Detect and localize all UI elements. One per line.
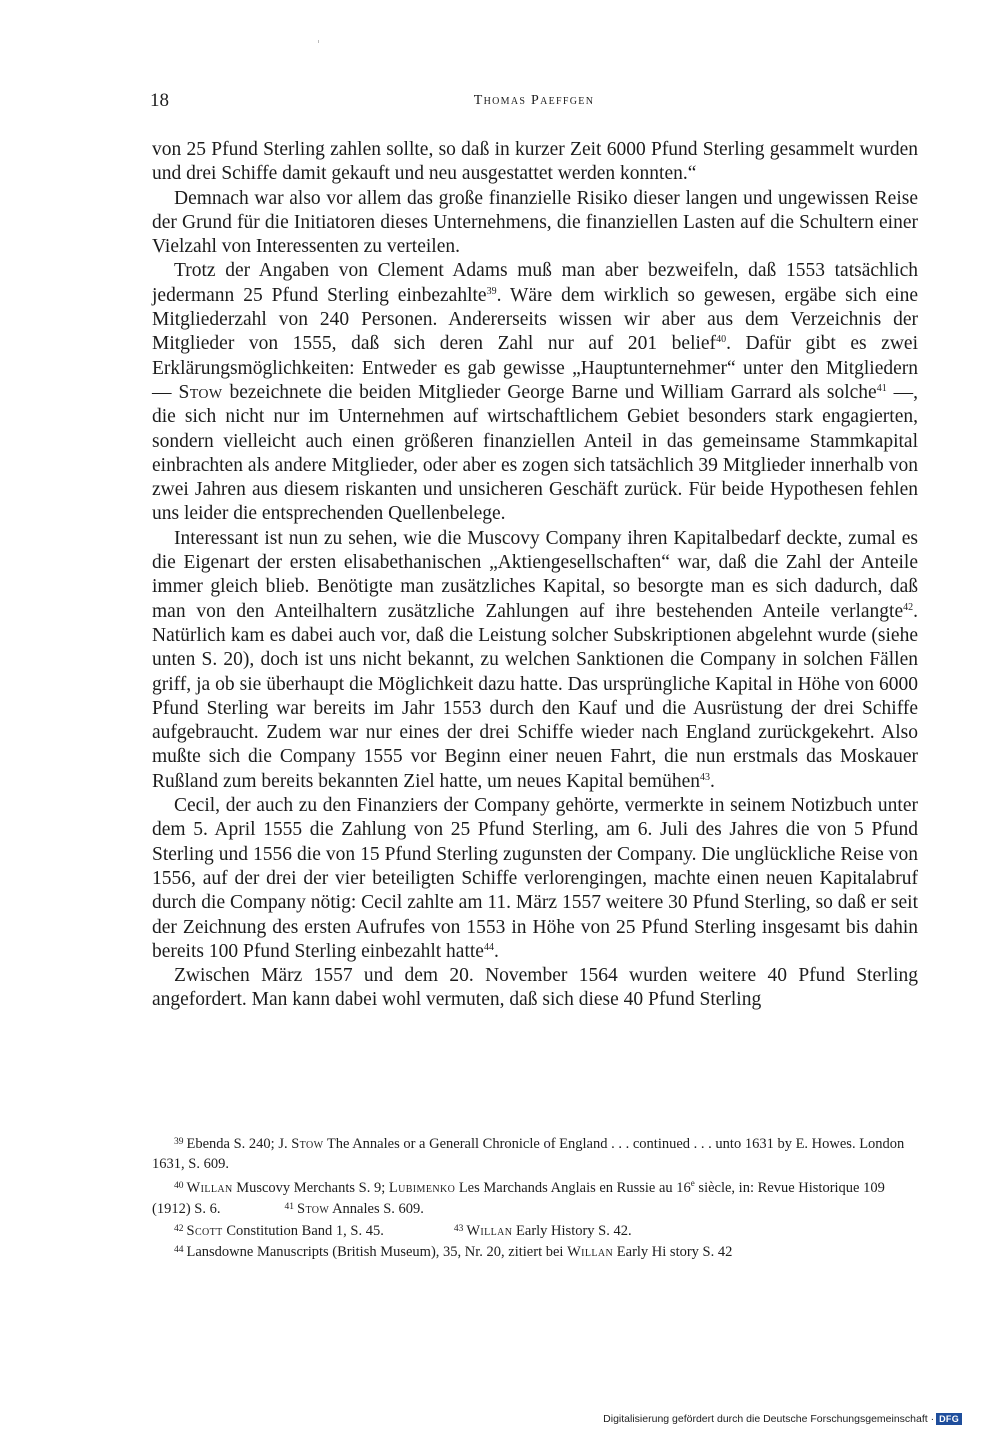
footnotes — [152, 1133, 918, 1263]
page-number: 18 — [150, 90, 169, 111]
paragraph-4: Interessant ist nun zu sehen, wie die Muscovy Company ihren Kapitalbedarf deckte, zumal es die Eigenart der ersten elisabethanischen „Aktiengesellschaften“ war, daß die Zahl der Anteile immer gleich blieb. Benötigte man zusätzliches Kapital, so besorgte man es sich dadurch, daß man von den Anteilhaltern zusätzliche Zahlungen auf ihre bestehenden Anteile verlangte$^{42}$. Natürlich kam es dabei auch vor, daß die Leistung solcher Subskriptionen abgelehnt wurde (siehe unten S. 20), doch ist uns nicht bekannt, zu welchen Sanktionen die Company in solchen Fällen griff, ja ob sie überhaupt die Möglichkeit dazu hatte. Das ursprüngliche Kapital in Höhe von 6000 Pfund Sterling war bereits im Jahr 1553 durch den Kauf und die Ausrüstung der drei Schiffe aufgebraucht. Zudem war nur eines der drei Schiffe wieder nach England zurückgekehrt. Also mußte sich die Company 1555 vor Beginn einer neuen Fahrt, die nun erstmals das Moskauer Rußland zum bereits bekannten Ziel hatte, um neues Kapital bemühen$^{43}$. — [152, 527, 918, 792]
footnote-39: $^{39}$ Ebenda S. 240; J. Stow The Annales or a Generall Chronicle of England . . . continued . . . unto 1631 by E. Howes. London 1631, S. 609. — [152, 1136, 905, 1172]
footnote-ref-39[interactable]: 39 — [486, 285, 497, 297]
running-head: Thomas Paeffgen — [473, 93, 595, 108]
digitization-credit — [603, 1412, 962, 1426]
footnote-44: $^{44}$ Lansdowne Manuscripts (British Museum), 35, Nr. 20, zitiert bei Willan Early Hi story S. 42 — [174, 1244, 733, 1261]
author-name: Stow — [178, 381, 223, 403]
footnote-ref-44[interactable]: 44 — [483, 941, 494, 953]
scan-mark — [318, 40, 319, 43]
body-text — [152, 138, 918, 1013]
footnote-ref-40[interactable]: 40 — [716, 334, 727, 346]
footnote-ref-42[interactable]: 42 — [903, 601, 914, 613]
dfg-logo-icon: DFG — [936, 1413, 962, 1425]
paragraph-1: von 25 Pfund Sterling zahlen sollte, so daß in kurzer Zeit 6000 Pfund Sterling gesammelt wurden und drei Schiffe damit gekauft und neu ausgestattet werden konnten.“ — [152, 139, 918, 185]
paragraph-5: Cecil, der auch zu den Finanziers der Company gehörte, vermerkte in seinem Notizbuch unter dem 5. April 1555 die Zahlung von 25 Pfund Sterling, am 6. Juli des Jahres die von 5 Pfund Sterling und 1556 die von 15 Pfund Sterling zugunsten der Company. Die unglückliche Reise von 1556, auf der drei der vier beteiligten Schiffe verlorengingen, machte einen neuen Kapitalabruf durch die Company nötig: Cecil zahlte am 11. März 1557 weitere 30 Pfund Sterling, so daß er seit der Zeichnung des ersten Aufrufes von 1553 in Höhe von 25 Pfund Sterling insgesamt bis dahin bereits 100 Pfund Sterling einbezahlt hatte$^{44}$. — [152, 795, 918, 962]
paragraph-6: Zwischen März 1557 und dem 20. November 1564 wurden weitere 40 Pfund Sterling angefordert. Man kann dabei wohl vermuten, daß sich diese 40 Pfund Sterling — [152, 965, 918, 1011]
footnote-42-43: $^{42}$ Scott Constitution Band 1, S. 45. $^{43}$ Willan Early History S. 42. — [174, 1222, 632, 1239]
footnote-40-41: $^{40}$ Willan Muscovy Merchants S. 9; Lubimenko Les Marchands Anglais en Russie au 16e siècle, in: Revue Historique 109 (1912) S. 6. $^{41}$ Stow Annales S. 609. — [152, 1178, 885, 1218]
credit-text: Digitalisierung gefördert durch die Deutsche Forschungsgemeinschaft · — [603, 1413, 935, 1425]
paragraph-2: Demnach war also vor allem das große finanzielle Risiko dieser langen und ungewissen Reise der Grund für die Initiatoren dieses Unternehmens, die finanziellen Lasten auf die Schultern einer Vielzahl von Interessenten zu verteilen. — [152, 187, 918, 258]
footnote-ref-41[interactable]: 41 — [876, 382, 887, 394]
footnote-ref-43[interactable]: 43 — [700, 771, 710, 783]
paragraph-3: Trotz der Angaben von Clement Adams muß man aber bezweifeln, daß 1553 tatsächlich jedermann 25 Pfund Sterling einbezahlte$^{39}$. Wäre dem wirklich so gewesen, ergäbe sich eine Mitgliederzahl von 240 Personen. Andererseits wissen wir aber aus dem Verzeichnis der Mitglieder von 1555, daß sich deren Zahl nur auf 201 belief$^{40}$. Dafür gibt es zwei Erklärungsmöglichkeiten: Entweder es gab gewisse „Hauptunternehmer“ unter den Mitgliedern — Stow bezeichnete die beiden Mitglieder George Barne und William Garrard als solche$^{41}$ —, die sich nicht nur im Unternehmen auf wirtschaftlichem Gebiet besonders stark engagierten, sondern vielleicht auch einen größeren finanziellen Anteil in das gemeinsame Stammkapital einbrachten als andere Mitglieder, oder aber es zogen sich tatsächlich 39 Mitglieder innerhalb von zwei Jahren aus diesem riskanten und unsicheren Geschäft zurück. Für beide Hypothesen fehlen uns leider die entsprechenden Quellenbelege. — [152, 260, 919, 525]
page-header — [150, 90, 918, 114]
